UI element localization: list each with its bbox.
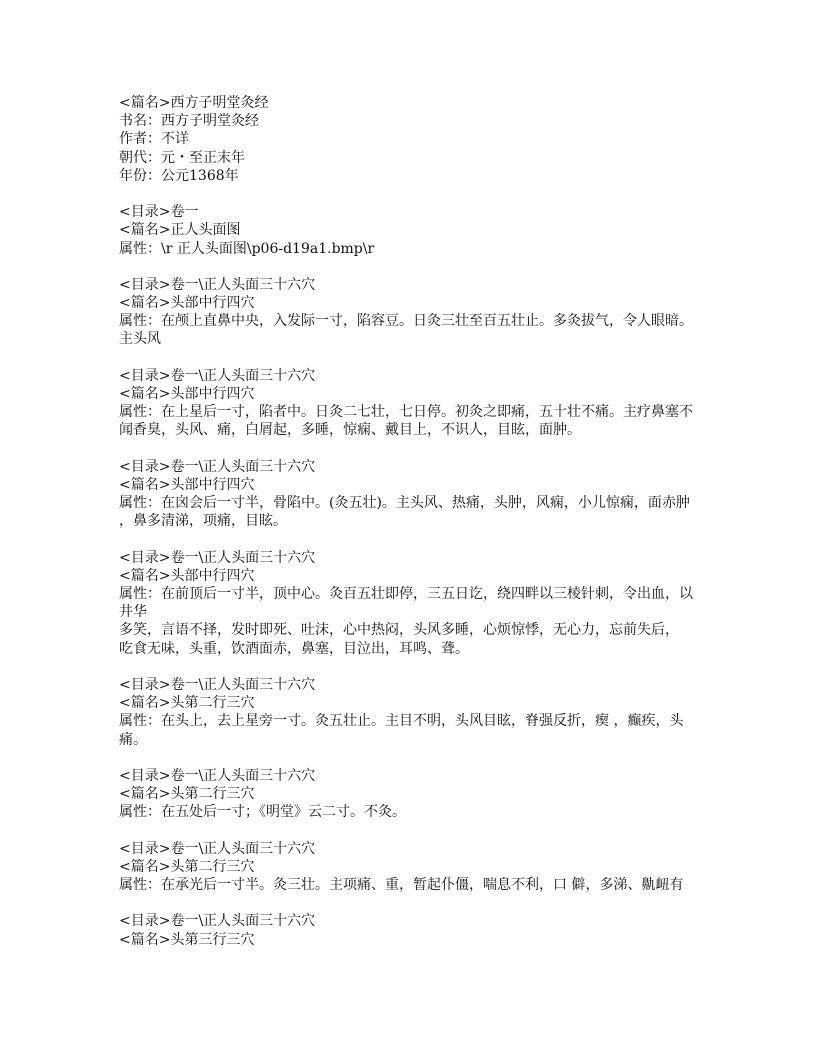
text-line: 闻香臭，头风、痛，白屑起，多睡，惊痫、戴目上，不识人，目眩，面肿。 [119, 422, 581, 439]
text-line: 朝代：元・至正末年 [119, 149, 245, 166]
text-line: <篇名>头第二行三穴 [119, 858, 255, 875]
text-line: 年份：公元1368年 [119, 167, 239, 184]
text-line: <目录>卷一\正人头面三十六穴 [119, 767, 316, 784]
text-line: 属性：在头上，去上星旁一寸。灸五壮止。主目不明，头风目眩，脊强反折，瘈 ，癫疾，头 [119, 713, 684, 730]
text-line: <篇名>头部中行四穴 [119, 476, 255, 493]
text-line: <篇名>头第二行三穴 [119, 786, 255, 803]
text-line: <篇名>头部中行四穴 [119, 295, 255, 312]
blank-line [119, 658, 693, 676]
blank-line [119, 749, 693, 767]
blank-line [119, 822, 693, 840]
text-line: 属性：在囟会后一寸半，骨陷中。(灸五壮)。主头风、热痛，头肿，风痫，小儿惊痫，面赤肿 [119, 495, 690, 512]
text-line: <篇名>头第三行三穴 [119, 931, 255, 948]
text-line: ，鼻多清涕，项痛，目眩。 [119, 513, 287, 530]
text-line: <篇名>西方子明堂灸经 [119, 95, 269, 111]
blank-line [119, 894, 693, 912]
text-line: 属性：在承光后一寸半。灸三壮。主项痛、重，暂起仆僵，喘息不利，口 僻，多涕、鼽衄有 [119, 877, 684, 894]
text-line: <目录>卷一\正人头面三十六穴 [119, 367, 316, 384]
text-line: <目录>卷一\正人头面三十六穴 [119, 549, 316, 566]
text-line: <篇名>正人头面图 [119, 222, 241, 239]
text-line: 作者：不详 [119, 131, 189, 148]
blank-line [119, 185, 693, 203]
blank-line [119, 531, 693, 549]
blank-line [119, 258, 693, 276]
text-line: <目录>卷一\正人头面三十六穴 [119, 913, 316, 930]
text-line: 吃食无味，头重，饮酒面赤，鼻塞，目泣出，耳鸣、聋。 [119, 640, 469, 657]
text-line: <篇名>头部中行四穴 [119, 567, 255, 584]
text-line: <目录>卷一\正人头面三十六穴 [119, 276, 316, 293]
document-body [119, 94, 693, 949]
blank-line [119, 349, 693, 367]
text-line: 多笑，言语不择，发时即死、吐沫，心中热闷，头风多睡，心烦惊悸，无心力，忘前失后， [119, 622, 679, 639]
text-line: 属性：\r 正人头面图\p06-d19a1.bmp\r [119, 240, 375, 257]
blank-line [119, 440, 693, 458]
text-line: <目录>卷一\正人头面三十六穴 [119, 840, 316, 857]
text-line: 主头风 [119, 331, 161, 348]
text-line: <目录>卷一 [119, 204, 199, 221]
text-line: 书名：西方子明堂灸经 [119, 113, 259, 130]
text-line: 属性：在前顶后一寸半，顶中心。灸百五壮即停，三五日讫，绕四畔以三棱针刺，令出血，以 [119, 586, 693, 603]
text-line: <目录>卷一\正人头面三十六穴 [119, 677, 316, 693]
text-line: 属性：在颅上直鼻中央，入发际一寸，陷容豆。日灸三壮至百五壮止。多灸拔气，令人眼暗。 [119, 313, 693, 330]
text-line: 痛。 [119, 731, 147, 748]
text-line: <篇名>头第二行三穴 [119, 695, 255, 712]
text-line: 属性：在五处后一寸；《明堂》云二寸。不灸。 [119, 804, 406, 821]
text-line: 属性：在上星后一寸，陷者中。日灸二七壮，七日停。初灸之即痛，五十壮不痛。主疗鼻塞不 [119, 404, 693, 421]
text-line: <目录>卷一\正人头面三十六穴 [119, 458, 316, 475]
text-line: <篇名>头部中行四穴 [119, 386, 255, 402]
text-line: 井华 [119, 604, 147, 621]
